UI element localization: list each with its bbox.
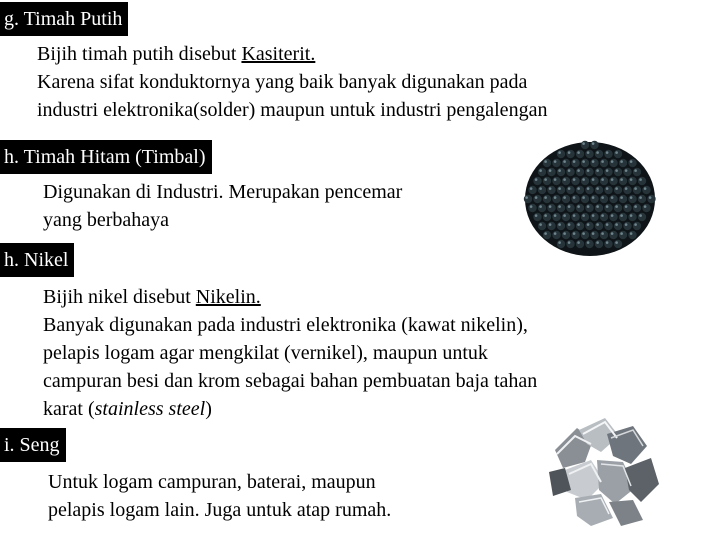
zinc-pieces-image (535, 410, 665, 528)
section-body-timah-hitam (43, 178, 402, 234)
text-line: Bijih timah putih disebut (37, 43, 242, 65)
section-heading-seng: i. Seng (0, 428, 66, 462)
text-line: Untuk logam campuran, baterai, maupun (48, 471, 376, 493)
term-kasiterit: Kasiterit. (241, 43, 316, 65)
section-heading-nikel: h. Nikel (0, 243, 74, 277)
section-heading-timah-hitam: h. Timah Hitam (Timbal) (0, 140, 212, 174)
section-body-seng (48, 468, 391, 524)
text-line: Banyak digunakan pada industri elektronika (kawat nikelin), (43, 314, 528, 336)
text-line: campuran besi dan krom sebagai bahan pembuatan baja tahan (43, 370, 538, 392)
term-stainless-steel: stainless steel (94, 398, 206, 420)
text-line: pelapis logam agar mengkilat (vernikel), maupun untuk (43, 342, 488, 364)
section-heading-timah-putih: g. Timah Putih (0, 2, 128, 36)
text-line: Digunakan di Industri. Merupakan pencemar (43, 181, 403, 203)
text-line: Bijih nikel disebut (43, 286, 196, 308)
term-nikelin: Nikelin. (195, 286, 261, 308)
lead-pellets-image (520, 135, 660, 260)
section-body-nikel (43, 283, 537, 423)
text-line: karat ( (43, 398, 95, 420)
text-line: ) (205, 398, 212, 420)
section-body-timah-putih (37, 40, 547, 124)
text-line: Karena sifat konduktornya yang baik banyak digunakan pada (37, 71, 528, 93)
text-line: industri elektronika(solder) maupun untuk industri pengalengan (37, 99, 548, 121)
text-line: yang berbahaya (43, 209, 170, 231)
text-line: pelapis logam lain. Juga untuk atap rumah. (48, 499, 392, 521)
